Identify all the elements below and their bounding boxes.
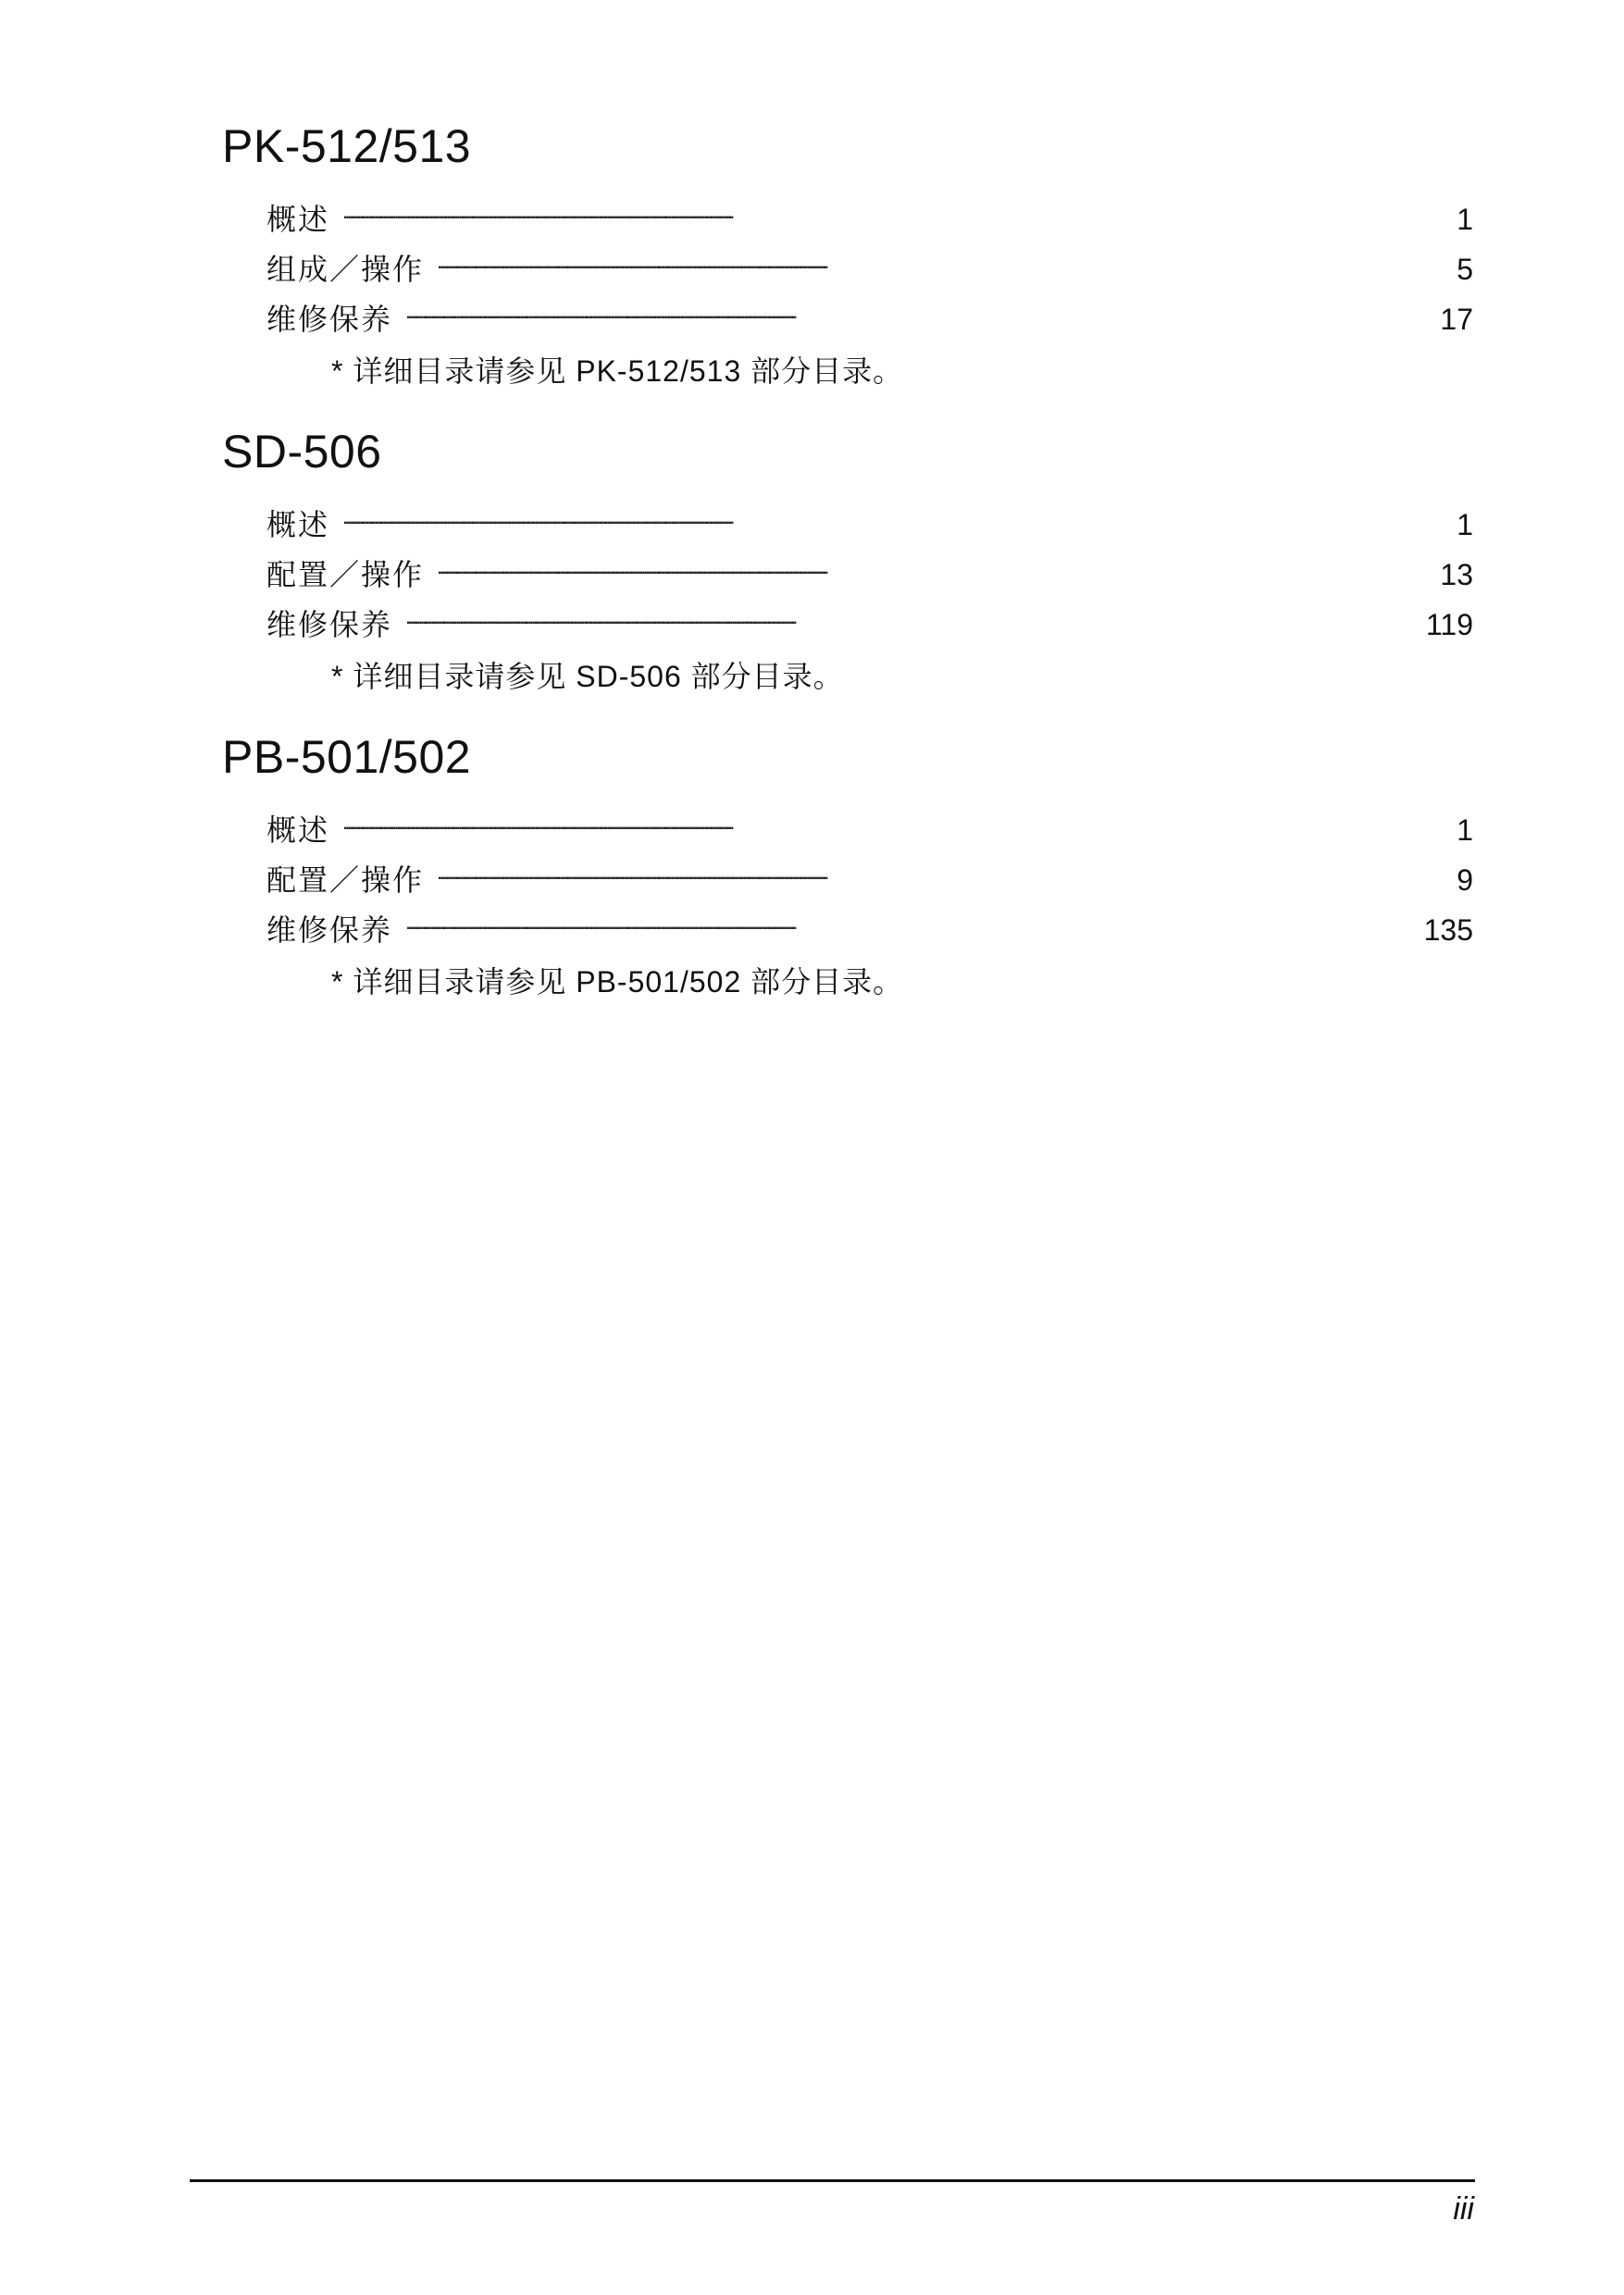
- section-title: PK-512/513: [222, 120, 472, 172]
- toc-entry-page: 17: [1440, 303, 1473, 336]
- toc-entry-label: 配置／操作: [267, 558, 425, 591]
- toc-section-sd-506: [222, 424, 1473, 696]
- toc-entry[interactable]: [267, 292, 1473, 342]
- toc-entry[interactable]: [267, 903, 1473, 953]
- toc-entry-label: 概述: [267, 508, 330, 541]
- toc-entry-page: 1: [1457, 203, 1473, 236]
- section-title: PB-501/502: [222, 731, 472, 783]
- toc-entry-label: 组成／操作: [267, 253, 425, 286]
- toc-entry[interactable]: [267, 498, 1473, 548]
- dot-leader: [437, 548, 1434, 585]
- toc-entry-page: 135: [1423, 913, 1473, 947]
- toc-entry-label: 概述: [267, 813, 330, 847]
- toc-entry-page: 9: [1457, 863, 1473, 897]
- dot-leader: [437, 242, 1451, 279]
- dot-leader: [342, 498, 1451, 535]
- toc-entry-page: 5: [1457, 253, 1473, 286]
- toc-entry-page: 1: [1457, 508, 1473, 541]
- page-number: iii: [1453, 2191, 1474, 2227]
- dot-leader: [405, 598, 1420, 635]
- section-title: SD-506: [222, 426, 382, 478]
- section-note: * 详细目录请参见 SD-506 部分目录。: [331, 660, 844, 693]
- toc-entry-label: 维修保养: [267, 303, 393, 336]
- toc-entry-label: 概述: [267, 203, 330, 236]
- dot-leader: [405, 903, 1419, 940]
- toc-entry[interactable]: [267, 548, 1473, 598]
- toc-entry-label: 配置／操作: [267, 863, 425, 897]
- section-note: * 详细目录请参见 PB-501/502 部分目录。: [331, 965, 904, 999]
- toc-section-pk-512-513: [222, 118, 1473, 391]
- toc-section-pb-501-502: [222, 729, 1473, 1001]
- toc-entry[interactable]: [267, 598, 1473, 648]
- toc-entry[interactable]: [267, 803, 1473, 853]
- toc-entry-page: 119: [1425, 608, 1473, 641]
- footer-divider: [190, 2179, 1475, 2182]
- toc-entry-label: 维修保养: [267, 608, 393, 641]
- dot-leader: [437, 853, 1451, 890]
- dot-leader: [405, 292, 1434, 329]
- dot-leader: [342, 803, 1451, 840]
- toc-entry[interactable]: [267, 853, 1473, 903]
- toc-entry-page: 13: [1440, 558, 1473, 591]
- toc-entry-label: 维修保养: [267, 913, 393, 947]
- toc-entry-page: 1: [1457, 813, 1473, 847]
- toc-entry[interactable]: [267, 192, 1473, 242]
- section-note: * 详细目录请参见 PK-512/513 部分目录。: [331, 354, 904, 388]
- toc-list: [267, 803, 1473, 953]
- toc-list: [267, 498, 1473, 648]
- toc-entry[interactable]: [267, 242, 1473, 292]
- toc-list: [267, 192, 1473, 342]
- dot-leader: [342, 192, 1451, 230]
